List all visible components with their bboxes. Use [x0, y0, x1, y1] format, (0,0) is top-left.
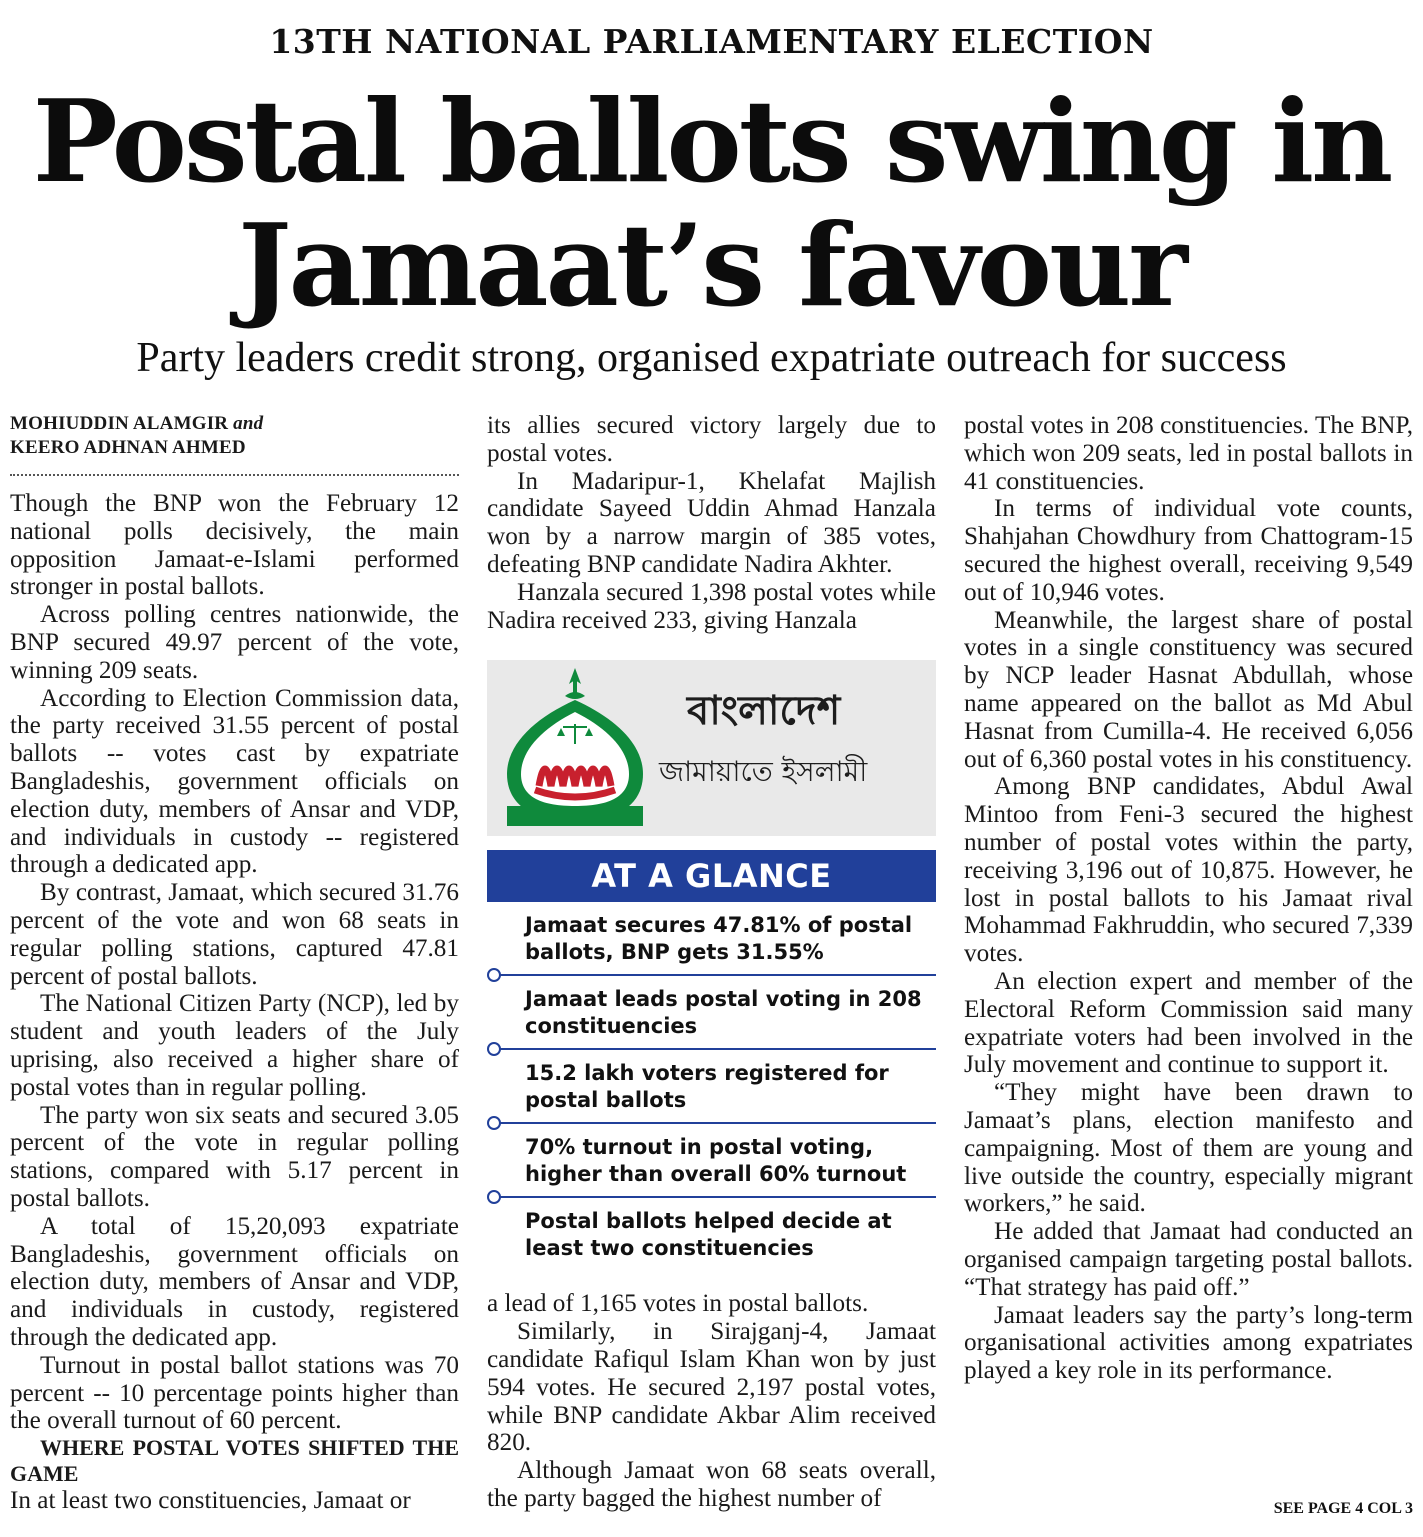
party-logo [487, 660, 936, 836]
byline-conjunction: and [233, 413, 264, 434]
glance-item [487, 1050, 936, 1124]
paragraph: According to Election Commission data, the party received 31.55 percent of postal ballots -- votes cast by expatriate Bangladeshis, government officials on election duty, members of Ansar and VDP, and individuals in custody -- registered through a dedicated app. [10, 684, 459, 879]
paragraph: a lead of 1,165 votes in postal ballots. [487, 1290, 869, 1318]
paragraph: The National Citizen Party (NCP), led by student and youth leaders of the July uprising, also received a higher share of postal votes than in regular polling. [10, 990, 459, 1101]
glance-item-text: 15.2 lakh voters registered for postal ballots [525, 1061, 889, 1113]
paragraph: Similarly, in Sirajganj-4, Jamaat candidate Rafiqul Islam Khan won by just 594 votes. He secured 2,197 postal votes, while BNP candidate Akbar Alim received 820. [487, 1318, 936, 1457]
glance-item-text: Jamaat secures 47.81% of postal ballots, BNP gets 31.55% [525, 913, 913, 965]
at-a-glance-list [487, 902, 936, 1272]
paragraph: Though the BNP won the February 12 national polls decisively, the main opposition Jamaat-e-Islami performed stronger in postal ballots. [10, 490, 459, 601]
paragraph: its allies secured victory largely due to postal votes. [487, 412, 936, 467]
paragraph: In at least two constituencies, Jamaat or [10, 1487, 411, 1515]
paragraph: Turnout in postal ballot stations was 70 percent -- 10 percentage points higher than the overall turnout of 60 percent. [10, 1351, 459, 1435]
paragraph: postal votes in 208 constituencies. The BNP, which won 209 seats, led in postal ballots in 41 constituencies. [964, 412, 1413, 495]
paragraph: Meanwhile, the largest share of postal votes in a single constituency was secured by NCP leader Hasnat Abdullah, whose name appeared on the ballot as Md Abul Hasnat from Cumilla-4. He received 6,056 out of 6,360 postal votes in his constituency. [964, 606, 1413, 773]
article-column-2 [487, 412, 936, 1532]
paragraph: Among BNP candidates, Abdul Awal Mintoo from Feni-3 secured the highest number of postal votes within the party, receiving 3,196 out of 10,875. However, he lost in postal ballots to his Jamaat rival Mohammad Fakhruddin, who secured 7,339 votes. [964, 773, 1413, 968]
glance-item-text: Postal ballots helped decide at least two constituencies [525, 1209, 892, 1261]
at-a-glance-box [487, 850, 936, 1272]
paragraph: Although Jamaat won 68 seats overall, the party bagged the highest number of [487, 1457, 936, 1512]
byline [10, 412, 459, 476]
glance-item [487, 1198, 936, 1272]
paragraph: “They might have been drawn to Jamaat’s plans, election manifesto and campaigning. Most of them are young and live outside the country, especially migrant workers,” he said. [964, 1079, 1413, 1218]
paragraph: Hanzala secured 1,398 postal votes while Nadira received 233, giving Hanzala [487, 578, 936, 634]
paragraph: Jamaat leaders say the party’s long-term organisational activities among expatriates played a key role in its performance. [964, 1301, 1413, 1385]
glance-item [487, 976, 936, 1050]
glance-item [487, 902, 936, 976]
logo-text-bengali-1: বাংলাদেশ [687, 688, 841, 735]
section-subheading: WHERE POSTAL VOTES SHIFTED THE GAME [10, 1435, 459, 1487]
kicker: 13TH NATIONAL PARLIAMENTARY ELECTION [269, 22, 1154, 61]
article-column-1 [10, 412, 459, 1532]
paragraph: A total of 15,20,093 expatriate Bangladeshis, government officials on election duty, members of Ansar and VDP, and individuals in custody, registered through the dedicated app. [10, 1212, 459, 1351]
headline-line-2: Jamaat’s favour [238, 199, 1185, 332]
glance-item [487, 1124, 936, 1198]
author-2: KEERO ADHNAN AHMED [10, 437, 246, 458]
headline-line-1: Postal ballots swing in [32, 75, 1391, 208]
author-1: MOHIUDDIN ALAMGIR [10, 413, 229, 434]
paragraph: By contrast, Jamaat, which secured 31.76 percent of the vote and won 68 seats in regular polling stations, captured 47.81 percent of postal ballots. [10, 879, 459, 990]
subheadline: Party leaders credit strong, organised expatriate outreach for success [136, 335, 1287, 381]
logo-text-bengali-2: জামায়াতে ইসলামী [659, 755, 868, 789]
article-column-3 [964, 412, 1413, 1532]
paragraph: The party won six seats and secured 3.05 percent of the vote in regular polling stations, compared with 5.17 percent in postal ballots. [10, 1101, 459, 1212]
glance-item-text: 70% turnout in postal voting, higher than overall 60% turnout [525, 1135, 907, 1187]
glance-item-text: Jamaat leads postal voting in 208 constituencies [525, 987, 922, 1039]
paragraph: In Madaripur-1, Khelafat Majlish candidate Sayeed Uddin Ahmad Hanzala won by a narrow margin of 385 votes, defeating BNP candidate Nadira Akhter. [487, 467, 936, 578]
paragraph: In terms of individual vote counts, Shahjahan Chowdhury from Chattogram-15 secured the highest overall, receiving 9,549 out of 10,946 votes. [964, 495, 1413, 606]
continued-jump-line: SEE PAGE 4 COL 3 [1273, 1500, 1413, 1517]
paragraph: He added that Jamaat had conducted an organised campaign targeting postal ballots. “That strategy has paid off.” [964, 1218, 1413, 1301]
at-a-glance-title: AT A GLANCE [487, 850, 936, 902]
paragraph: An election expert and member of the Electoral Reform Commission said many expatriate voters had been involved in the July movement and continue to support it. [964, 967, 1413, 1079]
jamaat-emblem-icon [495, 666, 655, 826]
paragraph: Across polling centres nationwide, the BNP secured 49.97 percent of the vote, winning 209 seats. [10, 601, 459, 684]
headline [0, 75, 1423, 332]
